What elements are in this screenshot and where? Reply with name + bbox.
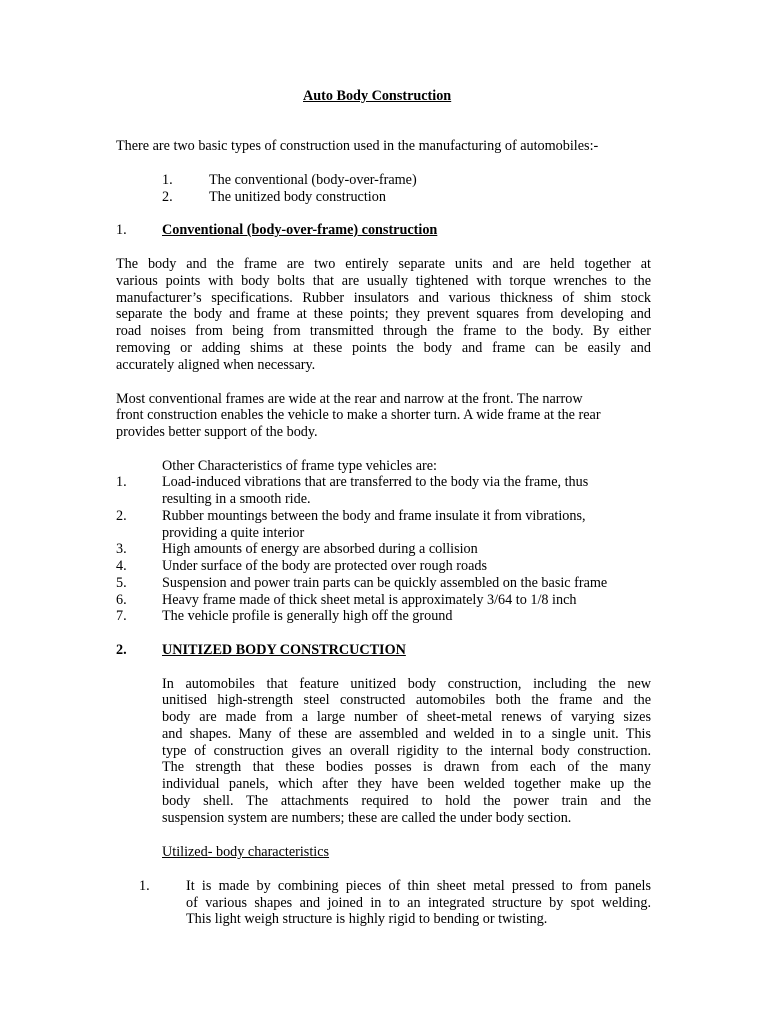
paragraph-line: and shapes. Many of these are assembled and welded in to a single unit. This (162, 726, 651, 742)
list-item: Heavy frame made of thick sheet metal is approximately 3/64 to 1/8 inch (162, 592, 577, 608)
subheading: Utilized- body characteristics (162, 844, 330, 860)
list-item-continuation: This light weigh structure is highly rigid to bending or twisting. (186, 911, 548, 927)
list-item: The vehicle profile is generally high off the ground (162, 608, 453, 624)
section-heading: UNITIZED BODY CONSTRCUCTION (162, 642, 406, 658)
list-number: 5. (116, 575, 127, 591)
page-title: Auto Body Construction (303, 88, 452, 104)
paragraph-line: body are made from a large number of sheet-metal renews of varying sizes (162, 709, 651, 725)
list-number: 2. (162, 189, 173, 205)
paragraph-line: Most conventional frames are wide at the rear and narrow at the front. The narrow (116, 391, 583, 407)
list-number: 1. (139, 878, 150, 894)
list-number: 1. (116, 474, 127, 490)
list-item: The conventional (body-over-frame) (209, 172, 417, 188)
paragraph-line: provides better support of the body. (116, 424, 318, 440)
paragraph-line: road noises from being from transmitted through the frame to the body. By either (116, 323, 651, 339)
paragraph-line: manufacturer’s specifications. Rubber insulators and various thickness of shim stock (116, 290, 651, 306)
list-item: Suspension and power train parts can be quickly assembled on the basic frame (162, 575, 608, 591)
paragraph-line: removing or adding shims at these points the body and frame can be easily and (116, 340, 651, 356)
list-item: Under surface of the body are protected over rough roads (162, 558, 487, 574)
list-item: The unitized body construction (209, 189, 386, 205)
list-item: Rubber mountings between the body and frame insulate it from vibrations, (162, 508, 586, 524)
paragraph-line: unitised high-strength steel constructed automobiles both the frame and the (162, 692, 651, 708)
list-item: Load-induced vibrations that are transferred to the body via the frame, thus (162, 474, 589, 490)
list-number: 3. (116, 541, 127, 557)
list-item-continuation: providing a quite interior (162, 525, 305, 541)
section-number: 1. (116, 222, 127, 238)
list-number: 1. (162, 172, 173, 188)
list-item: It is made by combining pieces of thin sheet metal pressed to from panels (186, 878, 651, 894)
list-number: 7. (116, 608, 127, 624)
paragraph-line: The body and the frame are two entirely separate units and are held together at (116, 256, 651, 272)
paragraph-line: front construction enables the vehicle to make a shorter turn. A wide frame at the rear (116, 407, 601, 423)
list-item-continuation: of various shapes and joined in to an integrated structure by spot welding. (186, 895, 651, 911)
list-number: 4. (116, 558, 127, 574)
paragraph-line: suspension system are numbers; these are called the under body section. (162, 810, 572, 826)
section-heading: Conventional (body-over-frame) construction (162, 222, 438, 238)
paragraph-line: In automobiles that feature unitized body construction, including the new (162, 676, 651, 692)
paragraph-line: various points with body bolts that are usually tightened with torque wrenches to the (116, 273, 651, 289)
paragraph-line: type of construction gives an overall rigidity to the internal body construction. (162, 743, 651, 759)
paragraph-line: body shell. The attachments required to hold the power train and the (162, 793, 651, 809)
paragraph-line: The strength that these bodies posses is drawn from each of the many (162, 759, 651, 775)
paragraph-line: accurately aligned when necessary. (116, 357, 316, 373)
paragraph-line: individual panels, which after they have been welded together make up the (162, 776, 651, 792)
list-item: High amounts of energy are absorbed during a collision (162, 541, 478, 557)
list-number: 2. (116, 508, 127, 524)
list-number: 6. (116, 592, 127, 608)
list-item-continuation: resulting in a smooth ride. (162, 491, 311, 507)
characteristics-intro: Other Characteristics of frame type vehicles are: (162, 458, 437, 474)
paragraph-line: separate the body and frame at these points; they prevent squares from developing and (116, 306, 651, 322)
section-number: 2. (116, 642, 127, 658)
intro-paragraph: There are two basic types of construction used in the manufacturing of automobiles:- (116, 138, 599, 154)
